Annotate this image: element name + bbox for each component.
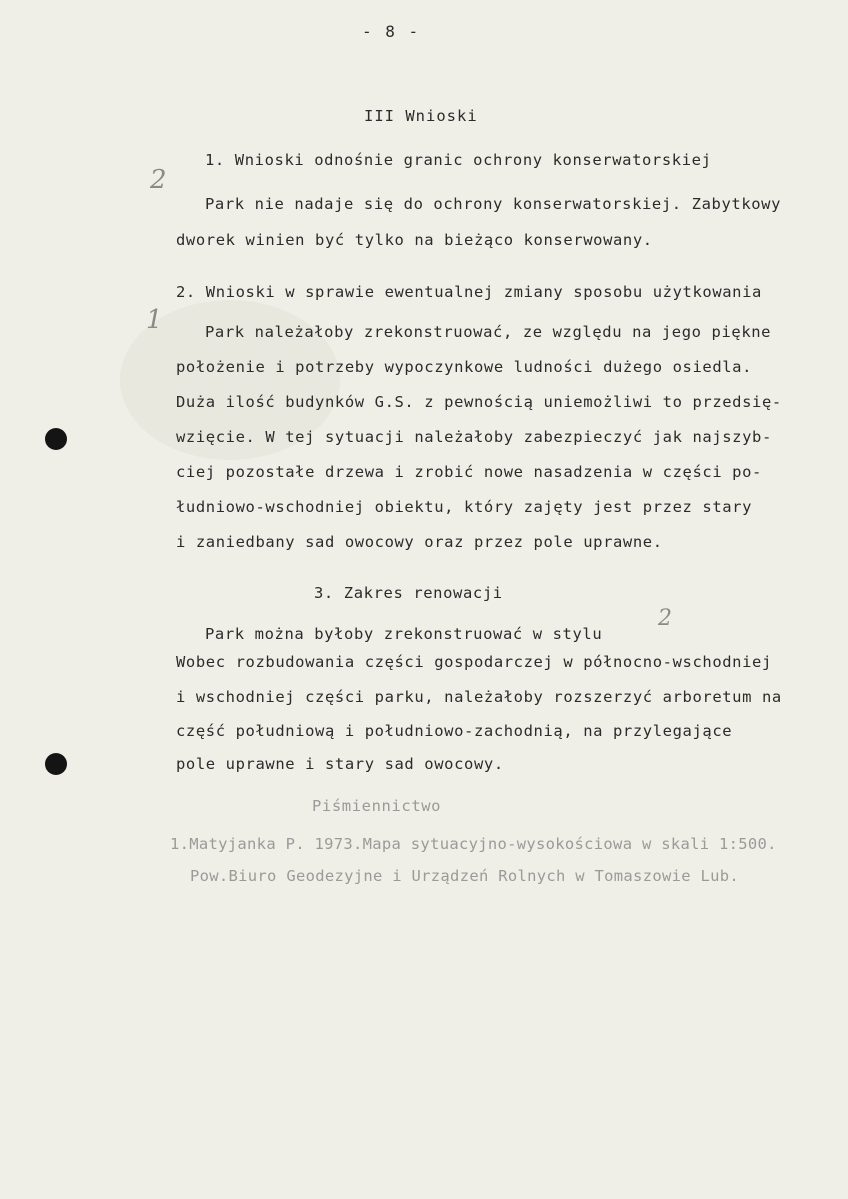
section-2-line-1: Park należałoby zrekonstruować, ze względu na jego piękne	[205, 323, 772, 341]
section-2-line-2: położenie i potrzeby wypoczynkowe ludności dużego osiedla.	[176, 358, 753, 376]
section-1-line-2: dworek winien być tylko na bieżąco konserwowany.	[176, 231, 653, 249]
bibliography-entry-2: Pow.Biuro Geodezyjne i Urządzeń Rolnych w Tomaszowie Lub.	[190, 867, 740, 885]
pencil-annotation: 2	[658, 606, 672, 631]
section-2-line-7: i zaniedbany sad owocowy oraz przez pole uprawne.	[176, 533, 663, 551]
page-number: - 8 -	[362, 22, 421, 41]
section-3-line-3: i wschodniej części parku, należałoby rozszerzyć arboretum na	[176, 688, 782, 706]
bibliography-heading: Piśmiennictwo	[312, 797, 442, 815]
section-3-line-5: pole uprawne i stary sad owocowy.	[176, 755, 504, 773]
section-2-heading: 2. Wnioski w sprawie ewentualnej zmiany sposobu użytkowania	[176, 283, 762, 301]
pencil-annotation: 1	[146, 305, 163, 335]
section-3-line-4: część południową i południowo-zachodnią, na przylegające	[176, 722, 733, 740]
punch-hole	[45, 753, 67, 775]
section-1-line-1: Park nie nadaje się do ochrony konserwatorskiej. Zabytkowy	[205, 195, 782, 213]
section-3-line-1: Park można byłoby zrekonstruować w stylu	[205, 625, 603, 643]
section-2-line-4: wzięcie. W tej sytuacji należałoby zabezpieczyć jak najszyb-	[176, 428, 772, 446]
section-2-line-3: Duża ilość budynków G.S. z pewnością uniemożliwi to przedsię-	[176, 393, 782, 411]
section-2-line-6: łudniowo-wschodniej obiektu, który zajęty jest przez stary	[176, 498, 753, 516]
bibliography-entry-1: 1.Matyjanka P. 1973.Mapa sytuacyjno-wysokościowa w skali 1:500.	[170, 835, 777, 853]
section-3-line-2: Wobec rozbudowania części gospodarczej w północno-wschodniej	[176, 653, 772, 671]
pencil-annotation: 2	[150, 165, 167, 195]
section-2-line-5: ciej pozostałe drzewa i zrobić nowe nasadzenia w części po-	[176, 463, 762, 481]
section-3-heading: 3. Zakres renowacji	[314, 584, 503, 602]
section-1-heading: 1. Wnioski odnośnie granic ochrony konserwatorskiej	[205, 151, 712, 169]
punch-hole	[45, 428, 67, 450]
section-title: III Wnioski	[364, 107, 478, 125]
